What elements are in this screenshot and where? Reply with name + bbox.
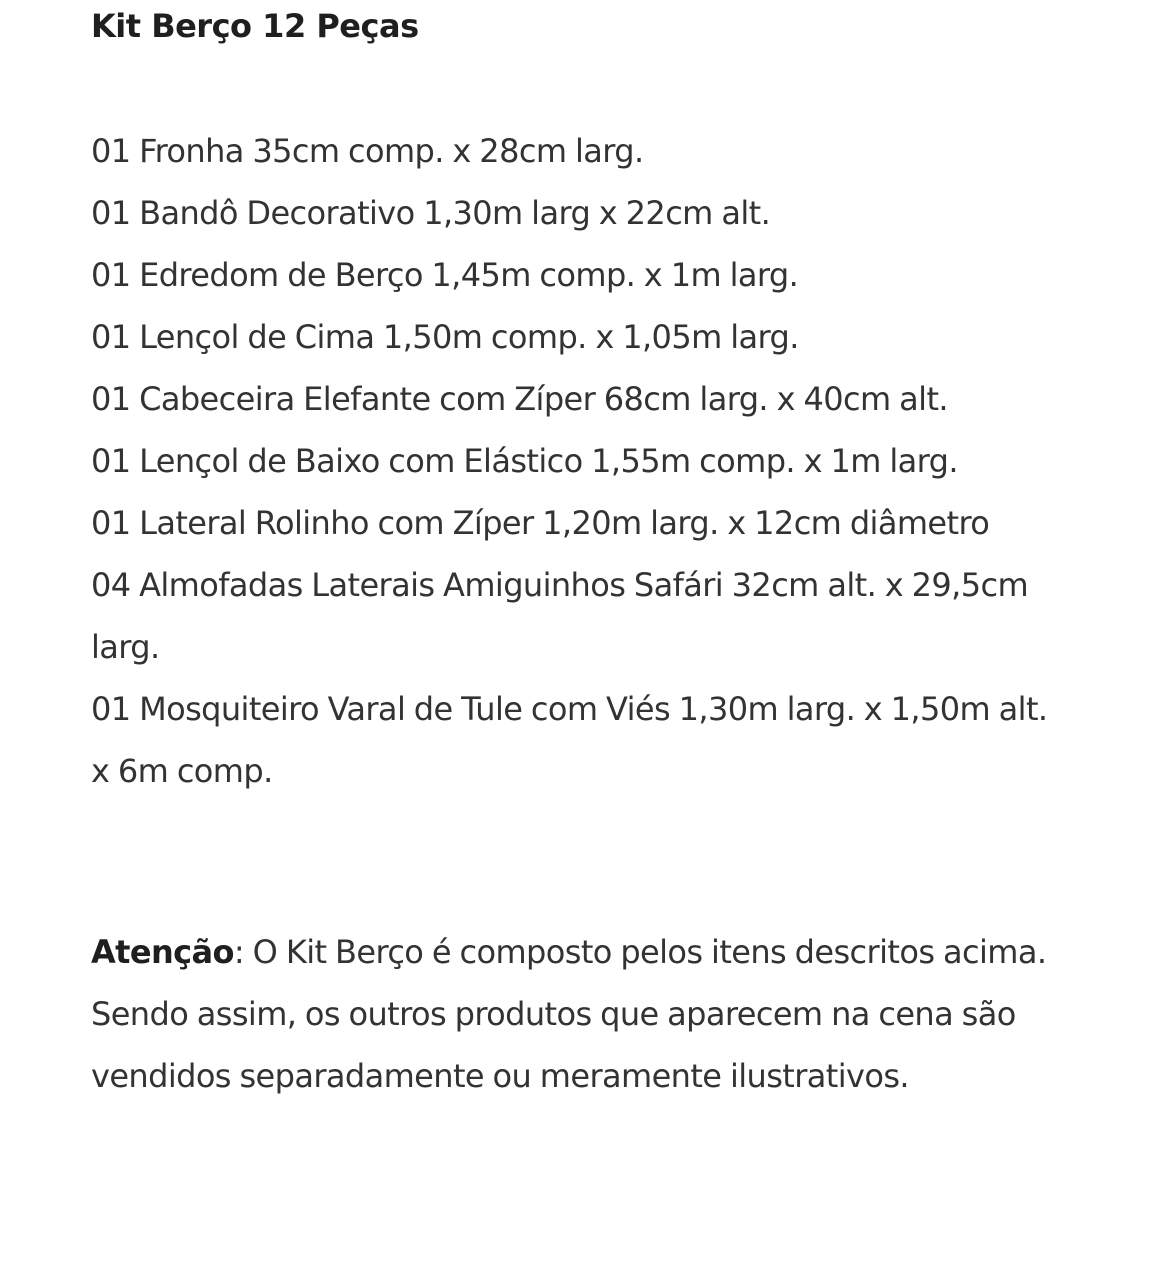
list-item: 01 Fronha 35cm comp. x 28cm larg. [91, 132, 644, 170]
page-title: Kit Berço 12 Peças [91, 7, 419, 45]
product-description [91, 0, 1091, 1095]
item-list [91, 120, 1051, 802]
attention-notice [91, 921, 1081, 1107]
list-item: 01 Bandô Decorativo 1,30m larg x 22cm alt. [91, 194, 771, 232]
list-item: 01 Cabeceira Elefante com Zíper 68cm larg. x 40cm alt. [91, 380, 948, 418]
list-item: 01 Lateral Rolinho com Zíper 1,20m larg. x 12cm diâmetro [91, 504, 990, 542]
list-item: 01 Lençol de Baixo com Elástico 1,55m comp. x 1m larg. [91, 442, 958, 480]
notice-text: O Kit Berço é composto pelos itens descritos acima. Sendo assim, os outros produtos que aparecem na cena são vendidos separadamente ou meramente ilustrativos. [91, 933, 1047, 1095]
notice-label: Atenção [91, 933, 234, 971]
list-item: 01 Edredom de Berço 1,45m comp. x 1m larg. [91, 256, 799, 294]
list-item: 04 Almofadas Laterais Amiguinhos Safári 32cm alt. x 29,5cm larg. [91, 566, 1029, 666]
list-item: 01 Lençol de Cima 1,50m comp. x 1,05m larg. [91, 318, 799, 356]
notice-separator: : [233, 933, 245, 971]
list-item: 01 Mosquiteiro Varal de Tule com Viés 1,30m larg. x 1,50m alt. x 6m comp. [91, 690, 1048, 790]
